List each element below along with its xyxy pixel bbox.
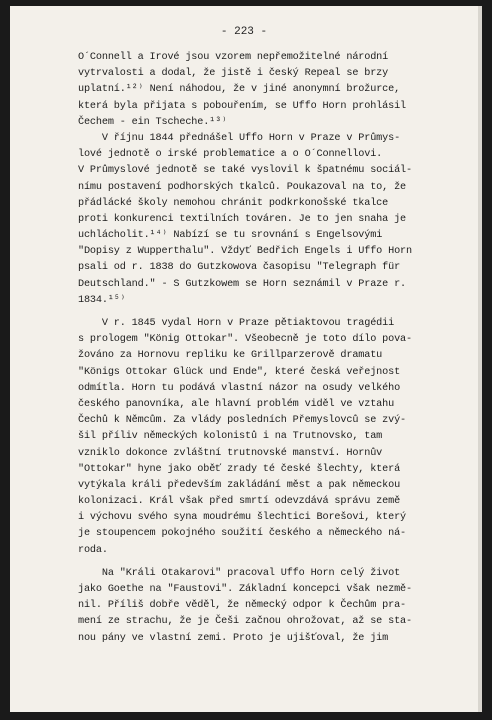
- text-line: s prologem "König Ottokar". Všeobecně je toto dílo pova-: [78, 334, 412, 346]
- text-line: "Dopisy z Wupperthalu". Vždyť Bedřich Engels i Uffo Horn: [78, 246, 412, 258]
- text-line: O´Connell a Irové jsou vzorem nepřemožitelné národní: [78, 52, 389, 63]
- text-line: vzniklo dokonce zvláštní trutnovské manství. Hornův: [78, 447, 383, 459]
- text-line: i výchovu svého syna moudrému šlechtici Borešovi, který: [78, 512, 406, 524]
- text-line: V r. 1845 vydal Horn v Praze pětiaktovou tragédii: [78, 318, 395, 329]
- text-line: která byla přijata s pobouřením, se Uffo Horn prohlásil: [78, 100, 406, 112]
- text-line: Čechem - ein Tscheche.¹³⁾: [78, 116, 228, 128]
- text-line: roda.: [78, 544, 108, 556]
- text-line: "Ottokar" hyne jako oběť zrady té české šlechty, která: [78, 463, 401, 475]
- text-line: je stoupencem pokojného soužití českého a německého ná-: [78, 528, 406, 540]
- text-line: nímu postavení podhorských tkalců. Poukazoval na to, že: [78, 181, 406, 193]
- text-line: mení ze strachu, že je Češi začnou ohrožovat, až se sta-: [78, 616, 412, 628]
- text-line: lové jednotě o irské problematice a o O´Connellovi.: [78, 149, 383, 161]
- text-line: nou pány ve vlastní zemi. Proto je ujišťoval, že jim: [78, 632, 389, 644]
- text-line: Deutschland." - S Gutzkowem se Horn seznámil v Praze r.: [78, 278, 406, 290]
- page-number: - 223 -: [220, 26, 268, 38]
- text-line: Na "Králi Otakarovi" pracoval Uffo Horn celý život: [78, 567, 401, 579]
- text-line: žováno za Hornovu repliku ke Grillparzerově dramatu: [78, 350, 383, 362]
- text-line: vytýkala králi především zakládání měst a pak německou: [78, 479, 401, 491]
- text-line: V říjnu 1844 přednášel Uffo Horn v Praze v Průmys-: [78, 132, 401, 144]
- text-line: nil. Příliš dobře věděl, že německý odpor k Čechům pra-: [78, 600, 406, 612]
- text-line: "Königs Ottokar Glück und Ende", které česká veřejnost: [78, 366, 401, 378]
- text-line: Čechů k Němcům. Za vlády posledních Přemyslovců se zvý-: [78, 415, 406, 427]
- text-line: přádlácké školy nemohou chránit podkrkonošské tkalce: [78, 197, 389, 209]
- text-line: V Průmyslové jednotě se také vyslovil k špatnému sociál-: [78, 165, 412, 177]
- text-line: odmítla. Horn tu podává vlastní názor na osudy velkého: [78, 382, 401, 394]
- text-line: šil příliv německých kolonistů i na Trutnovsko, tam: [78, 431, 383, 443]
- text-line: proti konkurenci textilních továren. Je to jen snaha je: [78, 213, 406, 225]
- text-line: kolonizaci. Král však před smrtí odevzdává správu země: [78, 496, 401, 508]
- text-line: uchlácholit.¹⁴⁾ Nabízí se tu srovnání s Engelsovými: [78, 230, 383, 242]
- text-line: 1834.¹⁵⁾: [78, 294, 126, 306]
- text-line: českého panovníka, ale hlavní problém viděl ve vztahu: [78, 398, 395, 410]
- text-line: jako Goethe na "Faustovi". Základní koncepci však nezmě-: [78, 584, 412, 595]
- text-line: uplatní.¹²⁾ Není náhodou, že v jiné anonymní brožurce,: [78, 84, 401, 96]
- text-line: vytrvalosti a dodal, že jistě i český Repeal se brzy: [78, 68, 389, 80]
- document-page: [10, 6, 478, 712]
- body-text: [78, 50, 450, 647]
- text-line: psali od r. 1838 do Gutzkowova časopisu "Telegraph für: [78, 262, 401, 274]
